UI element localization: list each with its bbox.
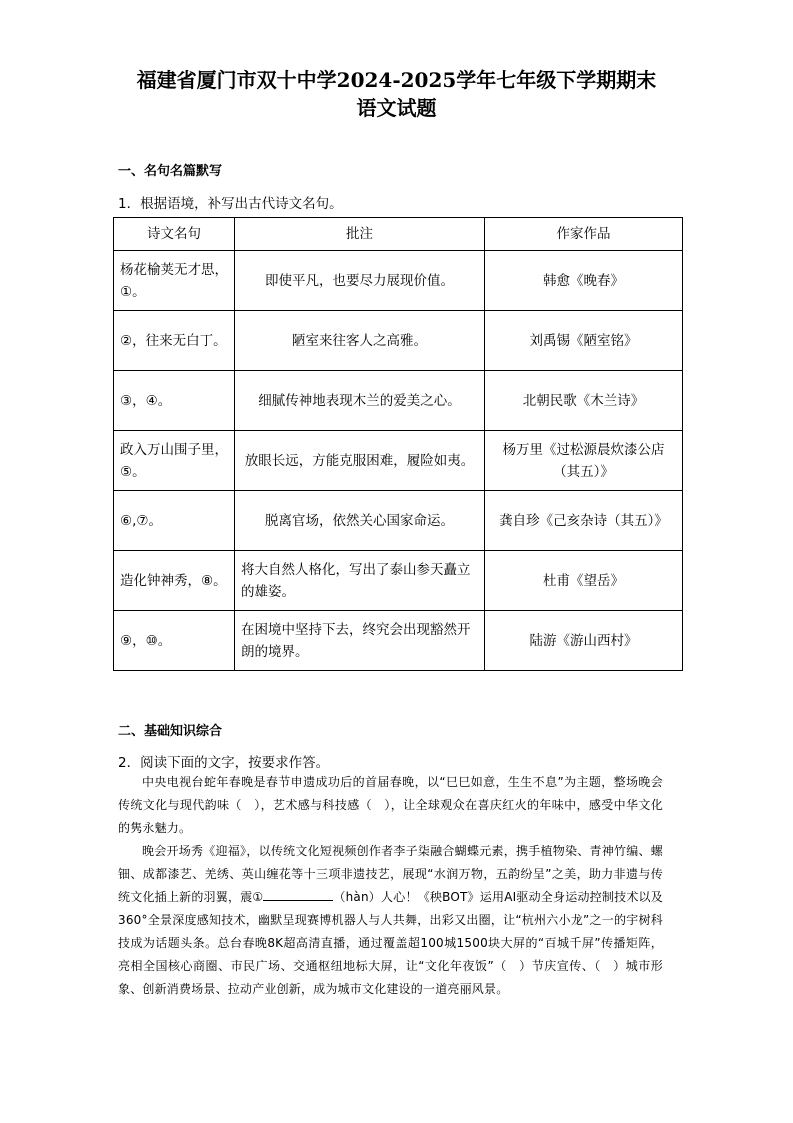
source-cell: 杨万里《过松源晨炊漆公店（其五）》 (485, 431, 683, 491)
verse-cell: ③，④。 (114, 371, 235, 431)
table-row (114, 431, 683, 491)
table-header-note: 批注 (235, 218, 485, 251)
source-cell: 龚自珍《己亥杂诗（其五）》 (485, 491, 683, 551)
table-header-verse: 诗文名句 (114, 218, 235, 251)
source-cell: 刘禹锡《陋室铭》 (485, 311, 683, 371)
question-1-prompt: 1．根据语境，补写出古代诗文名句。 (118, 196, 343, 212)
note-cell: 细腻传神地表现木兰的爱美之心。 (235, 371, 485, 431)
verse-cell: ⑨，⑩。 (114, 611, 235, 671)
section-heading-2: 二、基础知识综合 (118, 724, 223, 739)
page-title (0, 66, 793, 122)
table-header-row (114, 218, 683, 251)
table-header-source: 作家作品 (485, 218, 683, 251)
verse-cell: 造化钟神秀，⑧。 (114, 551, 235, 611)
passage-paragraph-2 (118, 840, 663, 1001)
verse-cell: 杨花榆荚无才思，①。 (114, 251, 235, 311)
verse-cell: 政入万山围子里，⑤。 (114, 431, 235, 491)
poem-table (113, 217, 683, 671)
passage-paragraph-1: 中央电视台蛇年春晚是春节申遗成功后的首届春晚，以“巳巳如意，生生不息”为主题，整场晚会传统文化与现代韵味（ ），艺术感与科技感（ ），让全球观众在喜庆红火的年味中，感受中华文化的隽永魅力。 (118, 775, 663, 835)
note-cell: 即使平凡，也要尽力展现价值。 (235, 251, 485, 311)
note-cell: 将大自然人格化，写出了泰山参天矗立的雄姿。 (235, 551, 485, 611)
source-cell: 杜甫《望岳》 (485, 551, 683, 611)
answer-blank[interactable] (263, 888, 333, 901)
verse-cell: ⑥,⑦。 (114, 491, 235, 551)
source-cell: 韩愈《晚春》 (485, 251, 683, 311)
table-row (114, 251, 683, 311)
table-row (114, 371, 683, 431)
table-row (114, 551, 683, 611)
title-line-1: 福建省厦门市双十中学2024-2025学年七年级下学期期末 (136, 68, 657, 92)
title-line-2: 语文试题 (356, 96, 437, 120)
reading-passage (118, 771, 663, 1001)
note-cell: 脱离官场，依然关心国家命运。 (235, 491, 485, 551)
verse-cell: ②，往来无白丁。 (114, 311, 235, 371)
question-2-prompt: 2．阅读下面的文字，按要求作答。 (118, 755, 330, 771)
source-cell: 陆游《游山西村》 (485, 611, 683, 671)
passage-paragraph-2-part-b: （hàn）人心！《秧BOT》运用AI驱动全身运动控制技术以及360°全景深度感知技术，幽默呈现赛博机器人与人共舞，出彩又出圈，让“杭州六小龙”之一的宇树科技成为话题头条。总台春晚8K超高清直播，通过覆盖超100城1500块大屏的“百城千屏”传播矩阵，亮相全国核心商圈、市民广场、交通枢纽地标大屏，让“文化年夜饭”（ ）节庆宣传、（ ）城市形象、创新消费场景、拉动产业创新，成为城市文化建设的一道亮丽风景。 (118, 890, 663, 996)
note-cell: 在困境中坚持下去，终究会出现豁然开朗的境界。 (235, 611, 485, 671)
table-row (114, 491, 683, 551)
note-cell: 陋室来往客人之高雅。 (235, 311, 485, 371)
section-heading-1: 一、名句名篇默写 (118, 164, 223, 179)
passage-paragraph-2-part-a: 晚会开场秀《迎福》，以传统文化短视频创作者李子柒融合蝴蝶元素，携手植物染、青神竹编、螺钿、成都漆艺、羌绣、英山缠花等十三项非遗技艺，展现“水润万物，五韵纷呈”之美，助力非遗与传统文化插上新的羽翼，震① (118, 844, 663, 904)
table-row (114, 611, 683, 671)
source-cell: 北朝民歌《木兰诗》 (485, 371, 683, 431)
table-row (114, 311, 683, 371)
note-cell: 放眼长远，方能克服困难，履险如夷。 (235, 431, 485, 491)
